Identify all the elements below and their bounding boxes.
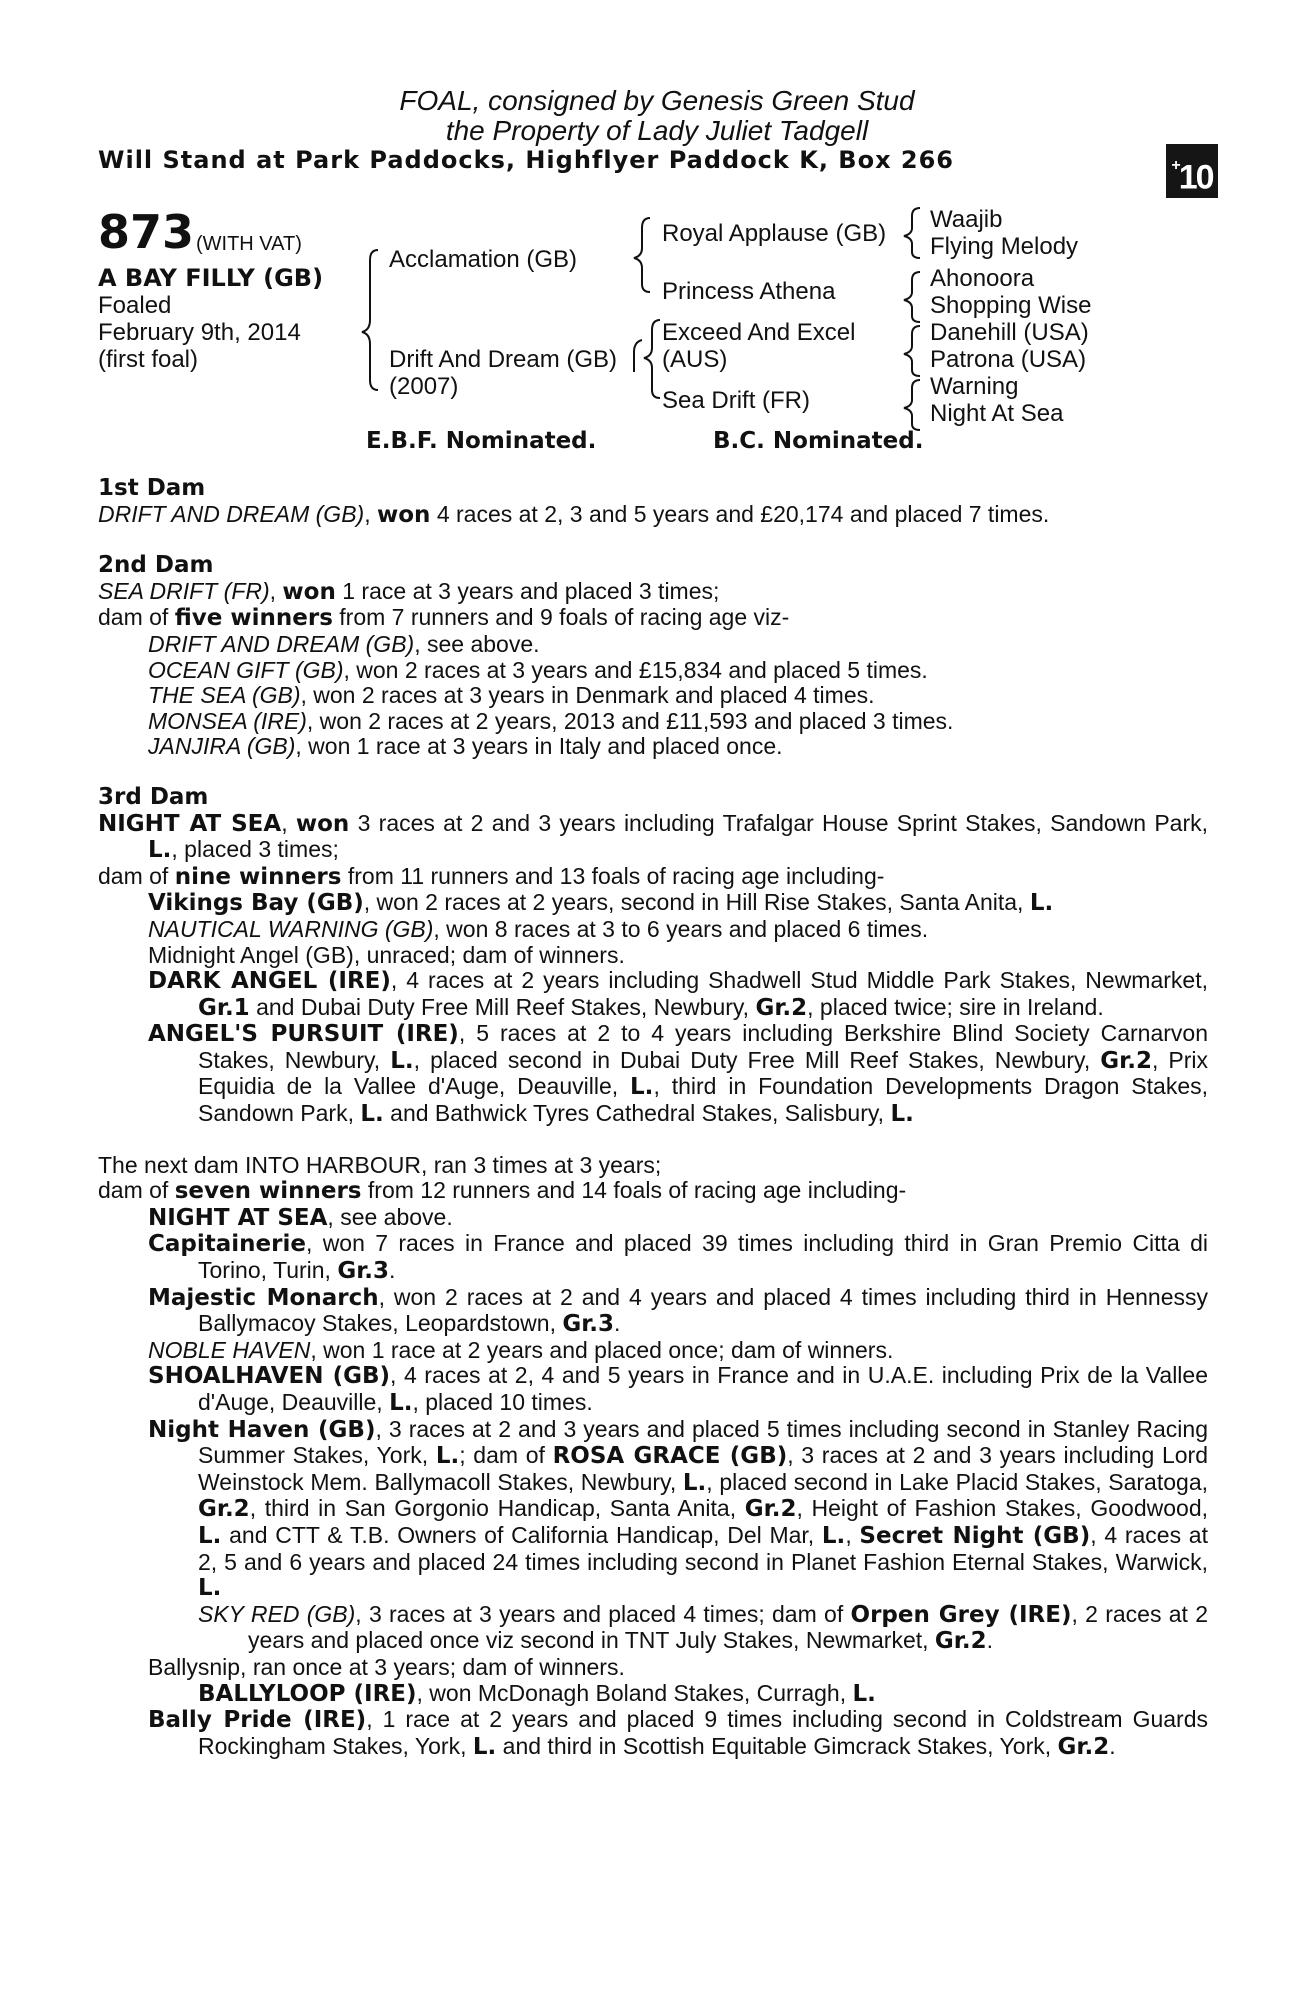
- sire-dam: Princess Athena: [662, 278, 836, 305]
- sire-dam-sire: Ahonoora: [930, 265, 1035, 292]
- first-dam-heading: 1st Dam: [98, 475, 206, 501]
- first-dam-entry: DRIFT AND DREAM (GB), won 4 races at 2, 3 and 5 years and £20,174 and placed 7 times.: [98, 500, 1050, 528]
- dam-sire: Exceed And Excel: [662, 319, 856, 346]
- dam-dam: Sea Drift (FR): [662, 387, 811, 414]
- dam-dam-sire: Warning: [930, 373, 1019, 400]
- sire-sire: Royal Applause (GB): [662, 220, 887, 247]
- next-dam-entry: The next dam INTO HARBOUR, ran 3 times at 3 years;: [98, 1151, 662, 1178]
- produce-item: Majestic Monarch, won 2 races at 2 and 4 years and placed 4 times including third in Hennessy Ballymacoy Stakes, Leopardstown, Gr.3.: [148, 1283, 1208, 1338]
- produce-item: Midnight Angel (GB), unraced; dam of winners.: [148, 941, 625, 968]
- produce-item: MONSEA (IRE), won 2 races at 2 years, 2013 and £11,593 and placed 3 times.: [148, 707, 954, 734]
- grandproduce-item: DARK ANGEL (IRE), 4 races at 2 years including Shadwell Stud Middle Park Stakes, Newmarket, Gr.1 and Dubai Duty Free Mill Reef Stakes, Newbury, Gr.2, placed twice; sire in Ireland.: [148, 967, 1208, 1021]
- sire-sire-sire: Waajib: [930, 206, 1003, 233]
- produce-item: JANJIRA (GB), won 1 race at 3 years in Italy and placed once.: [148, 733, 783, 760]
- foaled-date: February 9th, 2014: [98, 319, 301, 346]
- foaled-label: Foaled: [98, 292, 172, 319]
- stand-location: Will Stand at Park Paddocks, Highflyer Paddock K, Box 266: [98, 146, 955, 174]
- second-dam-heading: 2nd Dam: [98, 552, 214, 579]
- catalogue-body: [98, 476, 1208, 1760]
- dam-year: (2007): [389, 373, 459, 400]
- sale-badge: +10: [1166, 144, 1218, 198]
- property-line: the Property of Lady Juliet Tadgell: [445, 115, 869, 146]
- bc-nominated: B.C. Nominated.: [713, 428, 924, 454]
- produce-item: Vikings Bay (GB), won 2 races at 2 years, second in Hill Rise Stakes, Santa Anita, L.: [148, 889, 1054, 917]
- produce-item: OCEAN GIFT (GB), won 2 races at 3 years and £15,834 and placed 5 times.: [148, 656, 928, 683]
- dam-sire-sire: Danehill (USA): [930, 319, 1089, 346]
- grandproduce-item: ANGEL'S PURSUIT (IRE), 5 races at 2 to 4 years including Berkshire Blind Society Carnarvon Stakes, Newbury, L., placed second in Dubai Duty Free Mill Reef Stakes, Newbury, Gr.2, Prix Equidia de la Vallee d'Auge, Deauville, L., third in Foundation Developments Dragon Stakes, Sandown Park, L. and Bathwick Tyres Cathedral Stakes, Salisbury, L.: [148, 1020, 1209, 1128]
- vat-note: (WITH VAT): [196, 233, 302, 255]
- sire-dam-dam: Shopping Wise: [930, 292, 1092, 319]
- grandproduce-item: BALLYLOOP (IRE), won McDonagh Boland Stakes, Curragh, L.: [198, 1679, 876, 1707]
- dam-sire-country: (AUS): [662, 346, 728, 373]
- lot-number: 873: [98, 205, 195, 259]
- grandproduce-item: Night Haven (GB), 3 races at 2 and 3 years and placed 5 times including second in Stanley Racing Summer Stakes, York, L.; dam of ROSA GRACE (GB), 3 races at 2 and 3 years including Lord Weinstock Mem. Ballymacoll Stakes, Newbury, L., placed second in Lake Placid Stakes, Saratoga, Gr.2, third in San Gorgonio Handicap, Santa Anita, Gr.2, Height of Fashion Stakes, Goodwood, L. and CTT & T.B. Owners of California Handicap, Del Mar, L., Secret Night (GB), 4 races at 2, 5 and 6 years and placed 24 times including second in Planet Fashion Eternal Stakes, Warwick, L.: [148, 1415, 1209, 1602]
- produce-item: Capitainerie, won 7 races in France and placed 39 times including third in Gran Premio Citta di Torino, Turin, Gr.3.: [148, 1230, 1208, 1285]
- sire-name: Acclamation (GB): [389, 246, 578, 273]
- grandproduce-item: SHOALHAVEN (GB), 4 races at 2, 4 and 5 years in France and in U.A.E. including Prix de la Vallee d'Auge, Deauville, L., placed 10 times.: [148, 1362, 1208, 1416]
- first-foal-note: (first foal): [98, 346, 199, 373]
- produce-item: Ballysnip, ran once at 3 years; dam of winners.: [148, 1653, 625, 1680]
- pedigree-braces: [0, 0, 1314, 460]
- second-dam-produce-summary: dam of five winners from 7 runners and 9 foals of racing age viz-: [98, 604, 790, 632]
- dam-dam-dam: Night At Sea: [930, 400, 1064, 427]
- next-dam-produce-summary: dam of seven winners from 12 runners and 14 foals of racing age including-: [98, 1177, 907, 1205]
- grandproduce-item: Bally Pride (IRE), 1 race at 2 years and placed 9 times including second in Coldstream Guards Rockingham Stakes, York, L. and third in Scottish Equitable Gimcrack Stakes, York, Gr.2.: [148, 1706, 1208, 1760]
- ebf-nominated: E.B.F. Nominated.: [366, 428, 597, 454]
- dam-sire-dam: Patrona (USA): [930, 346, 1087, 373]
- produce-item: DRIFT AND DREAM (GB), see above.: [148, 630, 540, 657]
- lot-name: A BAY FILLY (GB): [98, 264, 324, 292]
- third-dam-produce-summary: dam of nine winners from 11 runners and 13 foals of racing age including-: [98, 862, 885, 890]
- third-dam-entry: NIGHT AT SEA, won 3 races at 2 and 3 years including Trafalgar House Sprint Stakes, Sandown Park, L., placed 3 times;: [98, 809, 1209, 864]
- produce-item: SKY RED (GB), 3 races at 3 years and placed 4 times; dam of Orpen Grey (IRE), 2 races at 2 years and placed once viz second in TNT July Stakes, Newmarket, Gr.2.: [198, 1600, 1209, 1655]
- dam-name: Drift And Dream (GB): [389, 346, 618, 373]
- produce-item: THE SEA (GB), won 2 races at 3 years in Denmark and placed 4 times.: [148, 682, 875, 709]
- produce-item: NIGHT AT SEA, see above.: [148, 1203, 453, 1231]
- consignor-line: FOAL, consigned by Genesis Green Stud: [399, 85, 915, 116]
- second-dam-entry: SEA DRIFT (FR), won 1 race at 3 years and placed 3 times;: [98, 577, 720, 605]
- produce-item: NOBLE HAVEN, won 1 race at 2 years and placed once; dam of winners.: [148, 1336, 894, 1363]
- produce-item: NAUTICAL WARNING (GB), won 8 races at 3 to 6 years and placed 6 times.: [148, 915, 929, 942]
- third-dam-heading: 3rd Dam: [98, 783, 209, 810]
- sire-sire-dam: Flying Melody: [930, 233, 1079, 260]
